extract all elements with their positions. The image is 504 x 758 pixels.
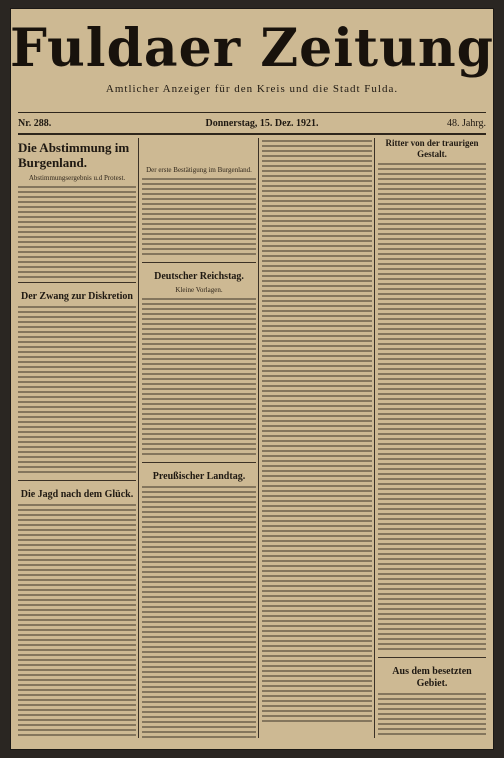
article-text — [378, 163, 486, 653]
masthead-title: Fuldaer Zeitung — [10, 18, 494, 79]
headline-burgenland: Die Abstimmung im Burgenland. — [18, 140, 130, 170]
divider — [18, 480, 136, 481]
divider — [142, 262, 256, 263]
column-2 — [142, 138, 256, 738]
headline-ritter: Ritter von der traurigen Gestalt. — [385, 138, 479, 159]
headline-landtag: Preußischer Landtag. — [152, 471, 246, 482]
article-text — [142, 486, 256, 738]
article-text — [18, 306, 136, 476]
article-text — [262, 140, 372, 725]
issue-date: Donnerstag, 15. Dez. 1921. — [205, 117, 319, 129]
issue-number: Nr. 288. — [18, 117, 52, 129]
headline-diskretion: Der Zwang zur Diskretion — [21, 291, 133, 302]
column-rule — [258, 138, 259, 738]
issue-bar — [18, 112, 486, 135]
subhead-bestaetigung: Der erste Bestätigung im Burgenland. — [146, 166, 252, 174]
column-3 — [262, 138, 372, 738]
subhead-vorlagen: Kleine Vorlagen. — [175, 286, 223, 294]
subhead-protest: Abstimmungsergebnis u.d Protest. — [28, 174, 126, 182]
issue-year: 48. Jahrg. — [447, 117, 486, 129]
article-text — [142, 298, 256, 458]
article-text — [18, 186, 136, 278]
headline-jagd: Die Jagd nach dem Glück. — [20, 489, 134, 500]
newspaper-page — [10, 8, 494, 750]
divider — [378, 657, 486, 658]
column-4 — [378, 138, 486, 738]
masthead-subtitle: Amtlicher Anzeiger für den Kreis und die Stadt Fulda. — [105, 83, 399, 95]
article-text — [378, 693, 486, 738]
headline-reichstag: Deutscher Reichstag. — [154, 271, 244, 282]
divider — [142, 462, 256, 463]
column-rule — [374, 138, 375, 738]
column-rule — [138, 138, 139, 738]
divider — [18, 282, 136, 283]
column-1 — [18, 138, 136, 738]
article-text — [18, 504, 136, 738]
article-text — [142, 178, 256, 258]
headline-besetzt: Aus dem besetzten Gebiet. — [392, 666, 472, 689]
